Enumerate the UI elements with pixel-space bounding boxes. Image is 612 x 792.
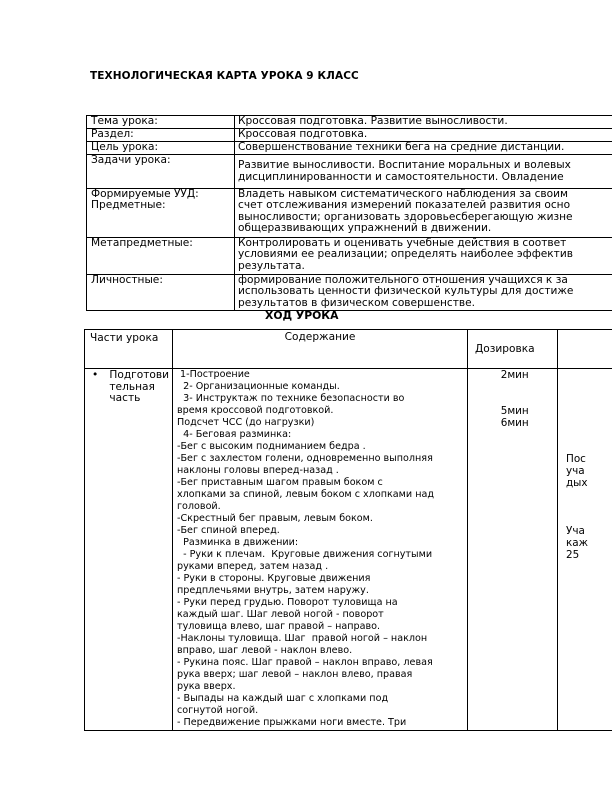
content-line: наклоны головы вперед-назад . [177, 465, 339, 476]
content-line: -Бег с высоким подниманием бедра . [177, 441, 366, 452]
content-line: 3- Инструктаж по технике безопасности во [177, 393, 405, 404]
personal-label: Личностные: [87, 275, 235, 311]
lesson-info-body [87, 116, 612, 311]
preparatory-part-cell [85, 369, 173, 731]
header-dosage: Дозировка [468, 330, 558, 369]
info-row-subject-results [87, 189, 612, 238]
info-row-section [87, 129, 612, 142]
extra-line [566, 393, 612, 405]
course-header-row [85, 330, 612, 369]
preparatory-part-label: Подготови тельная часть [109, 369, 169, 404]
extra-line: Пос [566, 453, 586, 465]
goal-label: Цель урока: [87, 142, 235, 155]
preparatory-dosage-cell [468, 369, 558, 731]
extra-line [566, 417, 612, 429]
extra-line: каж [566, 537, 589, 549]
info-row-topic [87, 116, 612, 129]
personal-value: формирование положительного отношения учащихся к за использовать ценности физической культуры для достиже результатов в физическом совершенстве. [235, 275, 612, 311]
header-content: Содержание [173, 330, 468, 369]
content-line: 1-Построение [177, 369, 250, 380]
content-line: - Руки к плечам. Круговые движения согнутыми [177, 549, 433, 560]
info-row-metasubject [87, 238, 612, 275]
content-line: время кроссовой подготовкой. [177, 405, 334, 416]
extra-line [566, 489, 612, 501]
info-row-personal [87, 275, 612, 311]
content-line: - Руки в стороны. Круговые движения [177, 573, 371, 584]
extra-line: уча [566, 465, 585, 477]
content-line: туловища влево, шаг правой – направо. [177, 621, 381, 632]
extra-line [566, 369, 612, 381]
header-parts: Части урока [85, 330, 173, 369]
goal-value: Совершенствование техники бега на средние дистанции. [235, 142, 612, 155]
tasks-label: Задачи урока: [87, 155, 235, 189]
subject-results-value: Владеть навыком систематического наблюдения за своим счет отслеживания измерений показателей развития осно выносливости; организовать здоровьесберегающую жизне общеразвивающих упражнений в движении. [235, 189, 612, 238]
section-label: Раздел: [87, 129, 235, 142]
bullet-mark: • [92, 369, 99, 381]
preparatory-content-cell [173, 369, 468, 731]
content-line: -Бег приставным шагом правым боком с [177, 477, 383, 488]
content-line: хлопками за спиной, левым боком с хлопками над [177, 489, 434, 500]
preparatory-extra [561, 369, 612, 561]
extra-line: Уча [566, 525, 585, 537]
extra-line: дых [566, 477, 588, 489]
content-line: -Бег с захлестом голени, одновременно выполняя [177, 453, 433, 464]
extra-line [566, 405, 612, 417]
extra-line [566, 429, 612, 441]
header-extra [558, 330, 612, 369]
content-line: - Руки перед грудью. Поворот туловища на [177, 597, 398, 608]
content-line: руками вперед, затем назад . [177, 561, 329, 572]
content-line: рука вверх; шаг левой – наклон влево, правая [177, 669, 413, 680]
extra-line [566, 501, 612, 513]
lesson-info-table [86, 115, 612, 311]
content-line: 4- Беговая разминка: [177, 429, 292, 440]
content-line: - Рукина пояс. Шаг правой – наклон вправо, левая [177, 657, 433, 668]
content-line: - Передвижение прыжками ноги вместе. Три [177, 717, 407, 728]
course-heading: ХОД УРОКА [265, 309, 339, 322]
content-line: предплечьями внутрь, затем наружу. [177, 585, 369, 596]
content-line: -Скрестный бег правым, левым боком. [177, 513, 373, 524]
document-title: ТЕХНОЛОГИЧЕСКАЯ КАРТА УРОКА 9 КЛАСС [90, 70, 359, 82]
content-line: головой. [177, 501, 221, 512]
extra-line [566, 513, 612, 525]
course-body [85, 330, 612, 731]
content-line: Подсчет ЧСС (до нагрузки) [177, 417, 315, 428]
extra-line: 25 [566, 549, 580, 561]
course-row-preparatory [85, 369, 612, 731]
dosage-line: 6мин [471, 417, 529, 429]
extra-line [566, 441, 612, 453]
content-line: - Выпады на каждый шаг с хлопками под [177, 693, 389, 704]
preparatory-dosage [471, 369, 554, 429]
lesson-course-table [84, 329, 612, 731]
content-line: 2- Организационные команды. [177, 381, 340, 392]
preparatory-extra-cell [558, 369, 612, 731]
subject-results-label: Формируемые УУД: Предметные: [87, 189, 235, 238]
content-line: -Наклоны туловища. Шаг правой ногой – наклон [177, 633, 428, 644]
extra-line [566, 381, 612, 393]
topic-value: Кроссовая подготовка. Развитие выносливости. [235, 116, 612, 129]
info-row-goal [87, 142, 612, 155]
content-line: вправо, шаг левой - наклон влево. [177, 645, 353, 656]
content-line: -Бег спиной вперед. [177, 525, 280, 536]
dosage-line [471, 381, 554, 393]
content-line: согнутой ногой. [177, 705, 259, 716]
topic-label: Тема урока: [87, 116, 235, 129]
tasks-value: Развитие выносливости. Воспитание моральных и волевых дисциплинированности и самостоятельности. Овладение [235, 155, 612, 189]
preparatory-content [176, 369, 464, 729]
content-line: Разминка в движении: [177, 537, 299, 548]
dosage-line: 2мин [471, 369, 529, 381]
dosage-line [471, 393, 554, 405]
dosage-line: 5мин [471, 405, 529, 417]
metasubject-value: Контролировать и оценивать учебные действия в соответ условиями ее реализации; определять наиболее эффектив результата. [235, 238, 612, 275]
content-line: рука вверх. [177, 681, 236, 692]
info-row-tasks [87, 155, 612, 189]
metasubject-label: Метапредметные: [87, 238, 235, 275]
content-line: каждый шаг. Шаг левой ногой - поворот [177, 609, 384, 620]
section-value: Кроссовая подготовка. [235, 129, 612, 142]
